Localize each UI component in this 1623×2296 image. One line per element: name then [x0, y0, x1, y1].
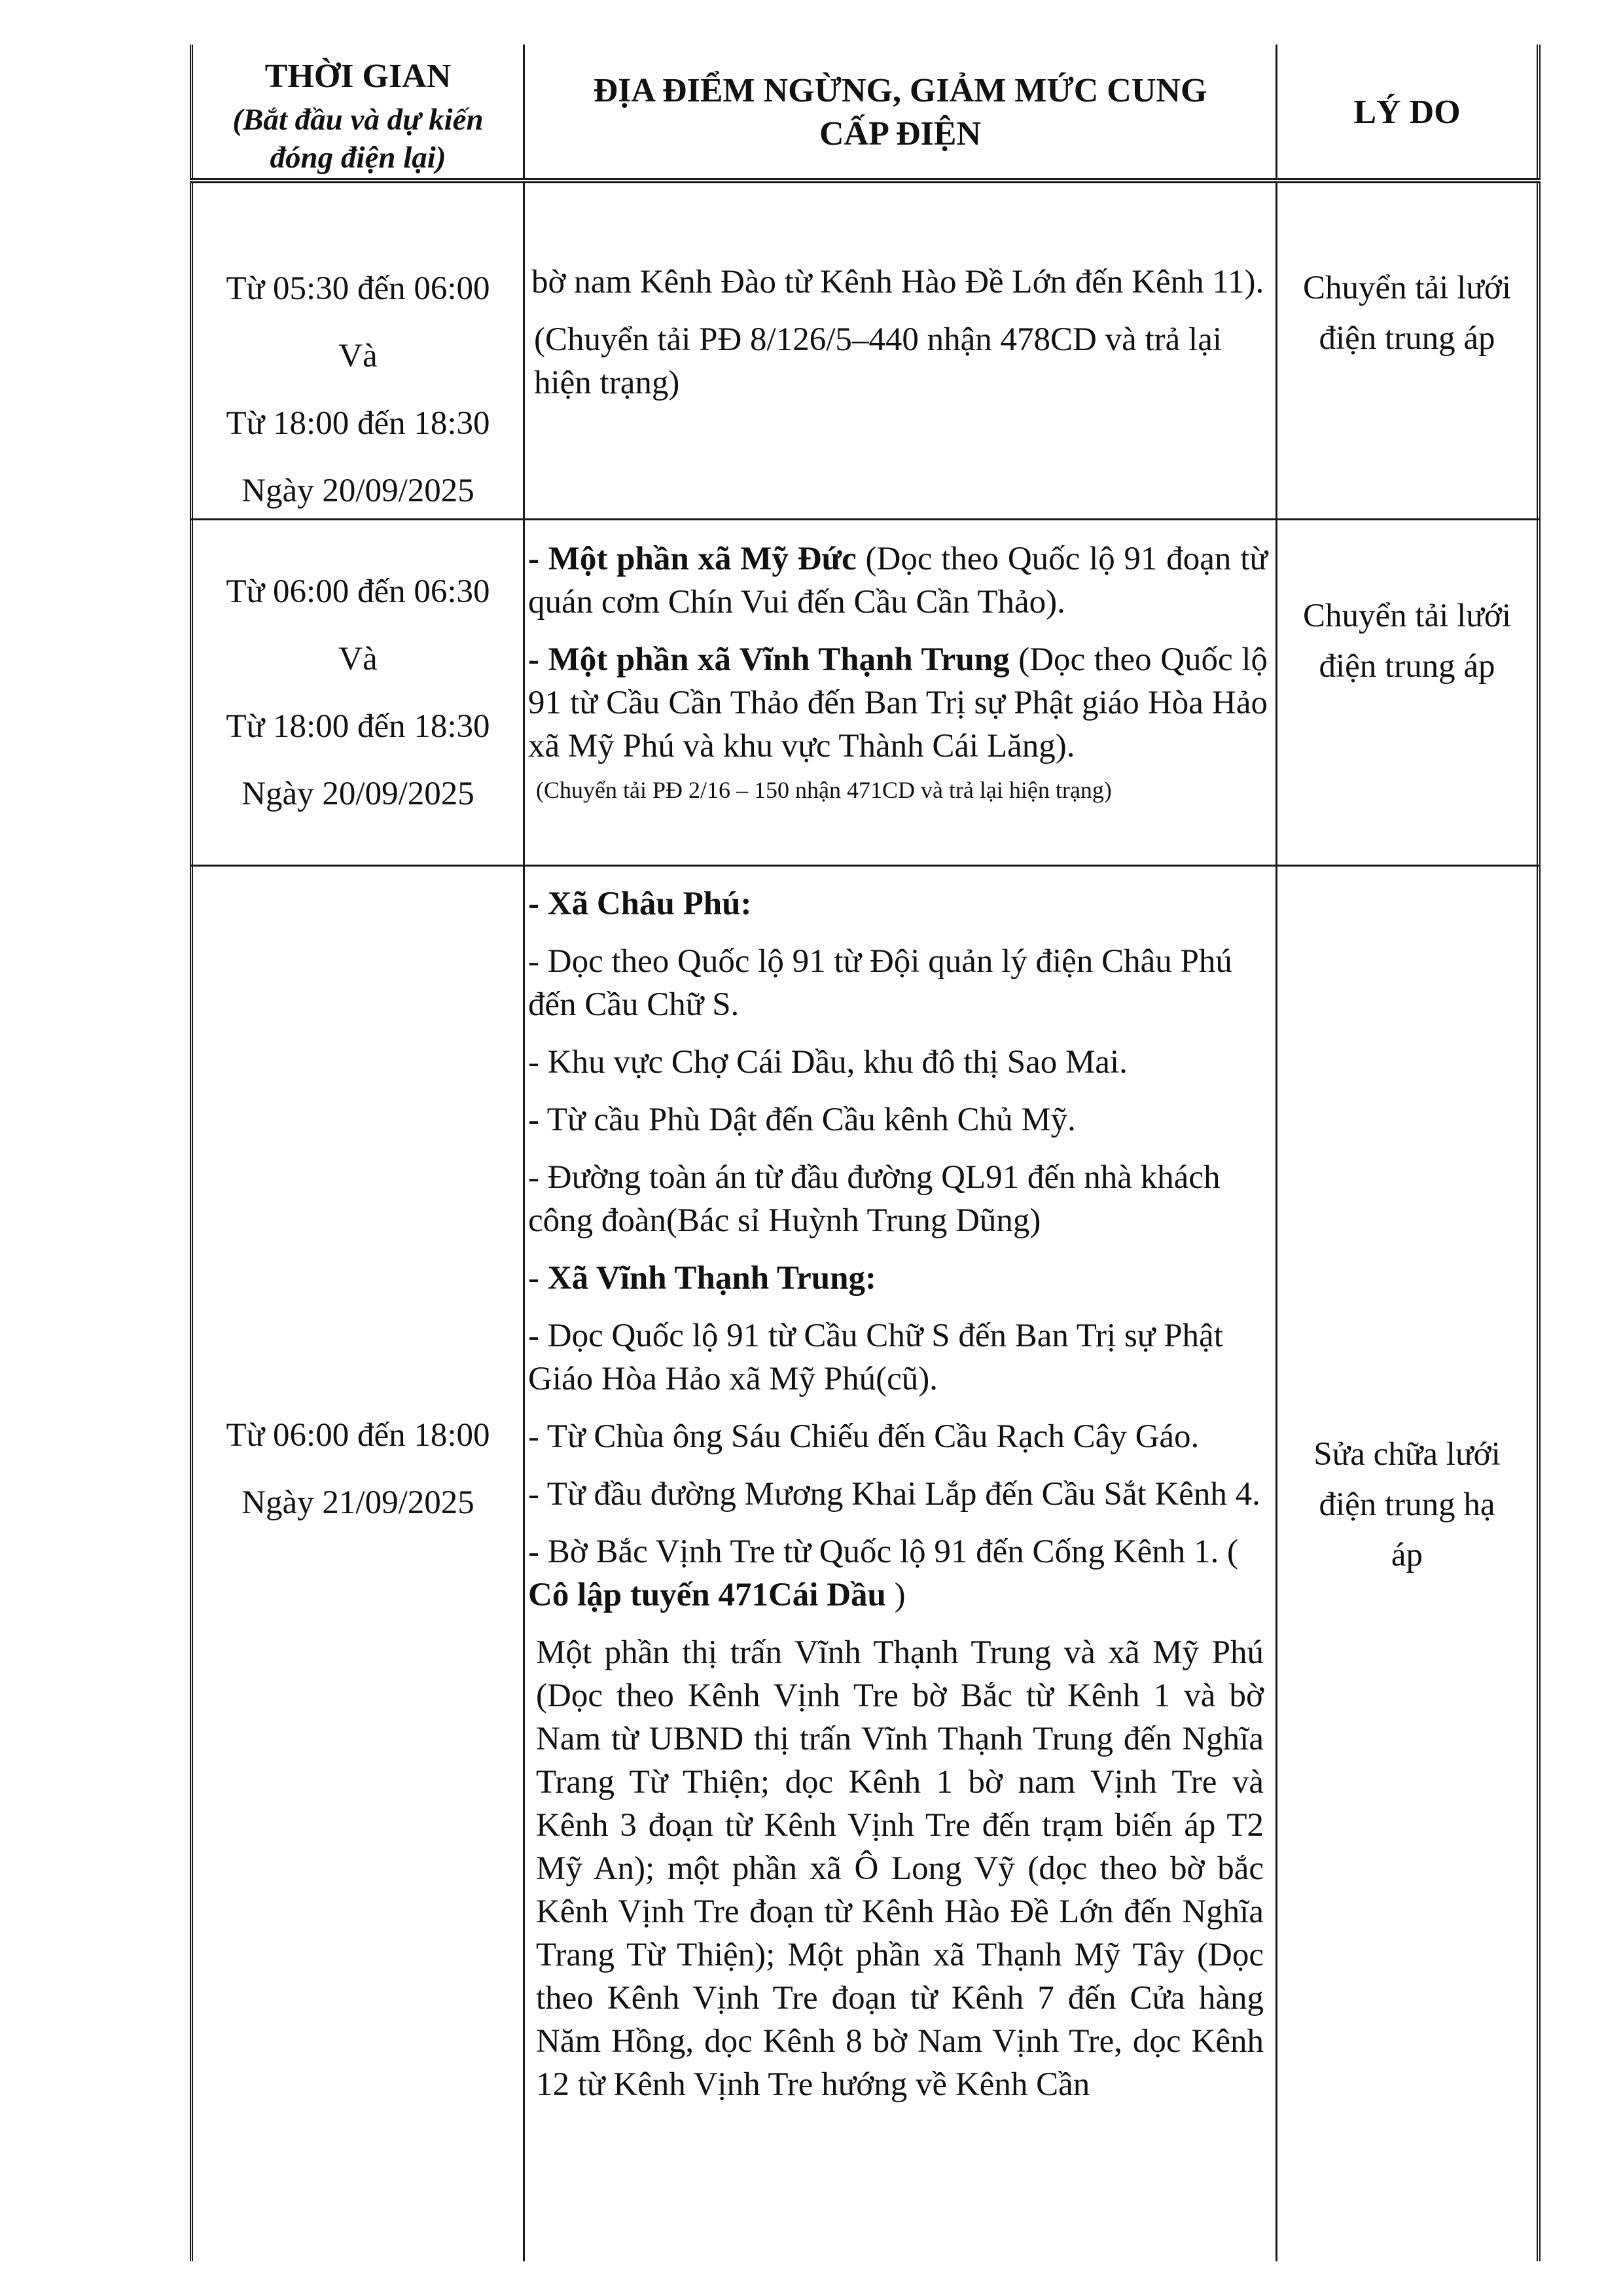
- row-1-location-text: bờ nam Kênh Đào từ Kênh Hào Đề Lớn đến Kênh 11).: [531, 264, 1264, 300]
- row-2-time-start: Từ 06:00 đến 06:30: [226, 573, 490, 610]
- header-time-title: THỜI GIAN: [264, 58, 452, 95]
- row-1-time-and: Và: [338, 338, 378, 374]
- row-3-group-2-item-last: [528, 1530, 1266, 1617]
- row-2-location-note: (Chuyển tải PĐ 2/16 – 150 nhận 471CD và trả lại hiện trạng): [536, 777, 1112, 803]
- header-reason-title: LÝ DO: [1353, 94, 1461, 131]
- row-3-time-range: Từ 06:00 đến 18:00: [226, 1417, 490, 1454]
- row-3-time-date: Ngày 21/09/2025: [241, 1484, 474, 1521]
- table-row-1: [193, 183, 1537, 518]
- row-3-group-1-item: - Dọc theo Quốc lộ 91 từ Đội quản lý điện Châu Phú đến Cầu Chữ S.: [528, 943, 1232, 1023]
- row-2-location-item-1-bold: - Một phần xã Mỹ Đức: [528, 541, 857, 577]
- row-3-group-1-title-text: - Xã Châu Phú:: [528, 886, 752, 922]
- row-3-group-1-item: - Từ cầu Phù Dật đến Cầu kênh Chủ Mỹ.: [528, 1102, 1076, 1138]
- row-1-reason: Chuyển tải lưới điện trung áp: [1302, 270, 1512, 357]
- row-2-location-item-1: [528, 537, 1268, 624]
- row-2-location-item-2-bold: - Một phần xã Vĩnh Thạnh Trung: [528, 641, 1010, 678]
- row-1-location: [531, 260, 1264, 404]
- row-2-location: [528, 537, 1268, 804]
- row-2-location-item-2: [528, 638, 1268, 768]
- row-2-time-and: Và: [338, 641, 378, 677]
- row-2-reason: Chuyển tải lưới điện trung áp: [1302, 598, 1512, 685]
- row-3-group-2-last-prefix: - Bờ Bắc Vịnh Tre từ Quốc lộ 91 đến Cống Kênh 1. (: [528, 1534, 1238, 1570]
- row-3-group-2-item: - Dọc Quốc lộ 91 từ Cầu Chữ S đến Ban Trị sự Phật Giáo Hòa Hảo xã Mỹ Phú(cũ).: [528, 1318, 1223, 1397]
- header-time-subtitle: (Bắt đầu và dự kiến đóng điện lại): [232, 103, 484, 175]
- header-location: [525, 47, 1275, 178]
- row-3-group-1-title: [528, 882, 1266, 925]
- row-3-group-1-item: - Đường toàn án từ đầu đường QL91 đến nhà khách công đoàn(Bác sỉ Huỳnh Trung Dũng): [528, 1159, 1221, 1239]
- row-3-group-2-item: - Từ đầu đường Mương Khai Lắp đến Cầu Sắt Kênh 4.: [528, 1476, 1260, 1513]
- row-3-group-2-last-suffix: ): [885, 1577, 906, 1613]
- row-1-location-note: (Chuyển tải PĐ 8/126/5–440 nhận 478CD và trả lại hiện trạng): [534, 321, 1222, 401]
- row-3-group-2-last-bold: Cô lập tuyến 471Cái Dầu: [528, 1577, 886, 1613]
- header-reason: [1277, 47, 1537, 178]
- header-divider: [190, 178, 1541, 183]
- row-1-time-end: Từ 18:00 đến 18:30: [226, 405, 490, 442]
- row-1-time-date: Ngày 20/09/2025: [241, 473, 474, 509]
- table-row-2: [193, 520, 1537, 865]
- table-border-right: [1537, 45, 1541, 2261]
- row-3-location: [528, 882, 1266, 2106]
- row-1-time-start: Từ 05:30 đến 06:00: [226, 270, 490, 307]
- row-3-group-2-title-text: - Xã Vĩnh Thạnh Trung:: [528, 1260, 876, 1297]
- row-2-time-end: Từ 18:00 đến 18:30: [226, 708, 490, 745]
- header-location-title: ĐỊA ĐIỂM NGỪNG, GIẢM MỨC CUNG CẤP ĐIỆN: [593, 72, 1207, 152]
- row-3-group-2-title: [528, 1257, 1266, 1300]
- row-2-time-date: Ngày 20/09/2025: [241, 776, 474, 812]
- row-2-time: [193, 558, 523, 828]
- row-1-time: [193, 255, 523, 525]
- row-2-location-item-2-rest: (Dọc theo Quốc lộ 91 từ Cầu Cần Thảo đến Ban Trị sự Phật giáo Hòa Hảo xã Mỹ Phú và khu vực Thành Cái Lăng).: [528, 641, 1268, 764]
- table-row-3: [193, 867, 1537, 2261]
- row-2-location-item-1-rest: (Dọc theo Quốc lộ 91 đoạn từ quán cơm Chín Vui đến Cầu Cần Thảo).: [528, 541, 1268, 620]
- row-3-paragraph: Một phần thị trấn Vĩnh Thạnh Trung và xã Mỹ Phú (Dọc theo Kênh Vịnh Tre bờ Bắc từ Kênh 1 và bờ Nam từ UBND thị trấn Vĩnh Thạnh Trung đến Nghĩa Trang Từ Thiện; dọc Kênh 1 bờ nam Vịnh Tre và Kênh 3 đoạn từ Kênh Vịnh Tre đến trạm biến áp T2 Mỹ An); một phần xã Ô Long Vỹ (dọc theo bờ bắc Kênh Vịnh Tre đoạn từ Kênh Hào Đề Lớn đến Nghĩa Trang Từ Thiện); Một phần xã Thạnh Mỹ Tây (Dọc theo Kênh Vịnh Tre đoạn từ Kênh 7 đến Cửa hàng Năm Hồng, dọc Kênh 8 bờ Nam Vịnh Tre, dọc Kênh 12 từ Kênh Vịnh Tre hướng về Kênh Cần: [536, 1634, 1264, 2103]
- row-3-time: [193, 1402, 523, 1537]
- row-3-group-2-item: - Từ Chùa ông Sáu Chiếu đến Cầu Rạch Cây Gáo.: [528, 1418, 1200, 1455]
- row-3-reason: Sửa chữa lưới điện trung hạ áp: [1313, 1436, 1501, 1573]
- row-3-group-1-item: - Khu vực Chợ Cái Dầu, khu đô thị Sao Mai.: [528, 1044, 1128, 1081]
- header-time: [193, 47, 523, 177]
